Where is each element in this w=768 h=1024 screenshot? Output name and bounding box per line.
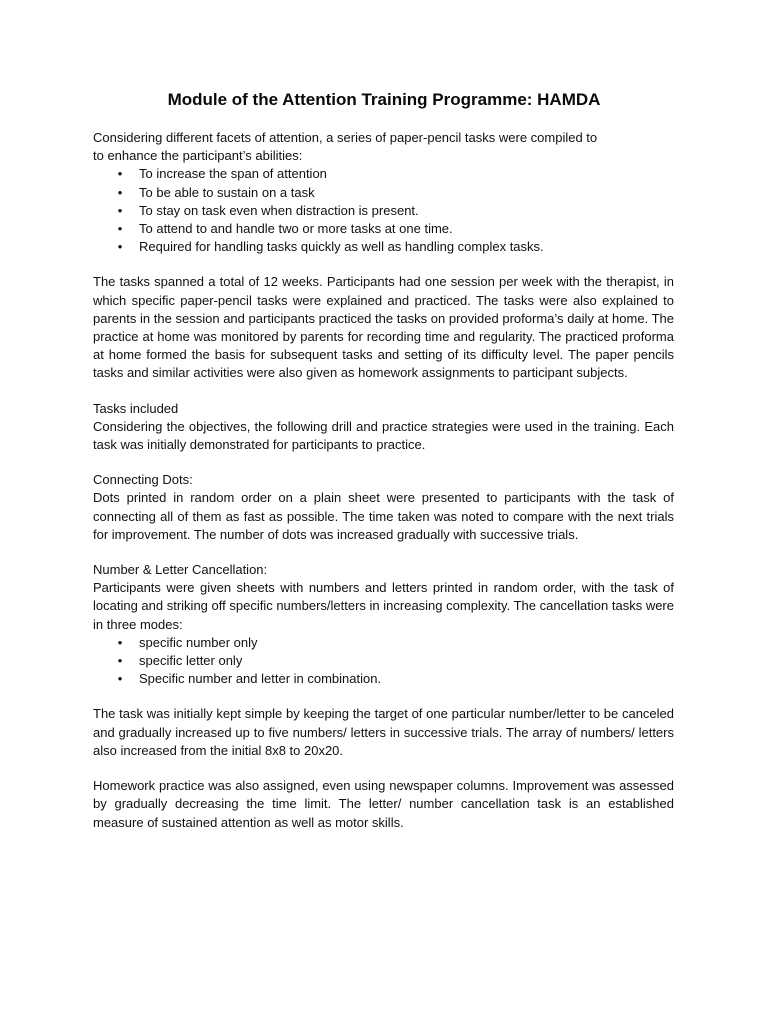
cancellation-modes-list bbox=[93, 634, 674, 689]
connecting-dots-heading: Connecting Dots: bbox=[93, 472, 193, 488]
page-title: Module of the Attention Training Programme: HAMDA bbox=[167, 90, 601, 109]
bullet-icon: • bbox=[117, 671, 123, 687]
list-item: • To increase the span of attention bbox=[93, 165, 674, 183]
cancellation-paragraph: Participants were given sheets with numbers and letters printed in random order, with the task of locating and striking off specific numbers/letters in increasing complexity. The cancellation tasks were in three modes: bbox=[93, 580, 674, 632]
tasks-included-heading: Tasks included bbox=[93, 400, 179, 416]
bullet-icon: • bbox=[117, 634, 123, 650]
progression-paragraph: The task was initially kept simple by keeping the target of one particular number/letter to be canceled and gradually increased up to five numbers/ letters in successive trials. The array of numbers/ letters also increased from the initial 8x8 to 20x20. bbox=[93, 706, 674, 758]
bullet-icon: • bbox=[117, 184, 123, 200]
list-item: • specific number only bbox=[93, 634, 674, 652]
tasks-included-paragraph: Considering the objectives, the following drill and practice strategies were used in the training. Each task was initially demonstrated for participants to practice. bbox=[93, 418, 674, 453]
intro-line-1: Considering different facets of attention, a series of paper-pencil tasks were compiled to bbox=[93, 130, 598, 145]
objectives-list bbox=[93, 165, 674, 256]
cancellation-heading: Number & Letter Cancellation: bbox=[93, 562, 268, 578]
list-item: • To stay on task even when distraction is present. bbox=[93, 202, 674, 220]
bullet-icon: • bbox=[117, 653, 123, 669]
list-item: • To attend to and handle two or more tasks at one time. bbox=[93, 220, 674, 238]
bullet-icon: • bbox=[117, 166, 123, 182]
tasks-paragraph: The tasks spanned a total of 12 weeks. Participants had one session per week with the therapist, in which specific paper-pencil tasks were explained and practiced. The tasks were also explained to parents in the session and participants practiced the tasks on provided proforma’s daily at home. The practice at home was monitored by parents for recording time and regularity. The practiced proforma at home formed the basis for subsequent tasks and setting of its difficulty level. The paper pencils tasks and similar activities were also given as homework assignments to participant subjects. bbox=[93, 274, 674, 381]
list-item: • To be able to sustain on a task bbox=[93, 184, 674, 202]
bullet-icon: • bbox=[117, 221, 123, 237]
connecting-dots-paragraph: Dots printed in random order on a plain sheet were presented to participants with the task of connecting all of them as fast as possible. The time taken was noted to compare with the next trials for improvement. The number of dots was increased gradually with successive trials. bbox=[93, 490, 674, 542]
homework-paragraph: Homework practice was also assigned, even using newspaper columns. Improvement was assessed by gradually decreasing the time limit. The letter/ number cancellation task is an established measure of sustained attention as well as motor skills. bbox=[93, 778, 674, 830]
list-item: • specific letter only bbox=[93, 652, 674, 670]
bullet-icon: • bbox=[117, 239, 123, 255]
document-body bbox=[93, 129, 674, 832]
list-item: • Specific number and letter in combination. bbox=[93, 670, 674, 688]
list-item: • Required for handling tasks quickly as well as handling complex tasks. bbox=[93, 238, 674, 256]
bullet-icon: • bbox=[117, 202, 123, 218]
intro-line-2: to enhance the participant’s abilities: bbox=[93, 148, 303, 164]
